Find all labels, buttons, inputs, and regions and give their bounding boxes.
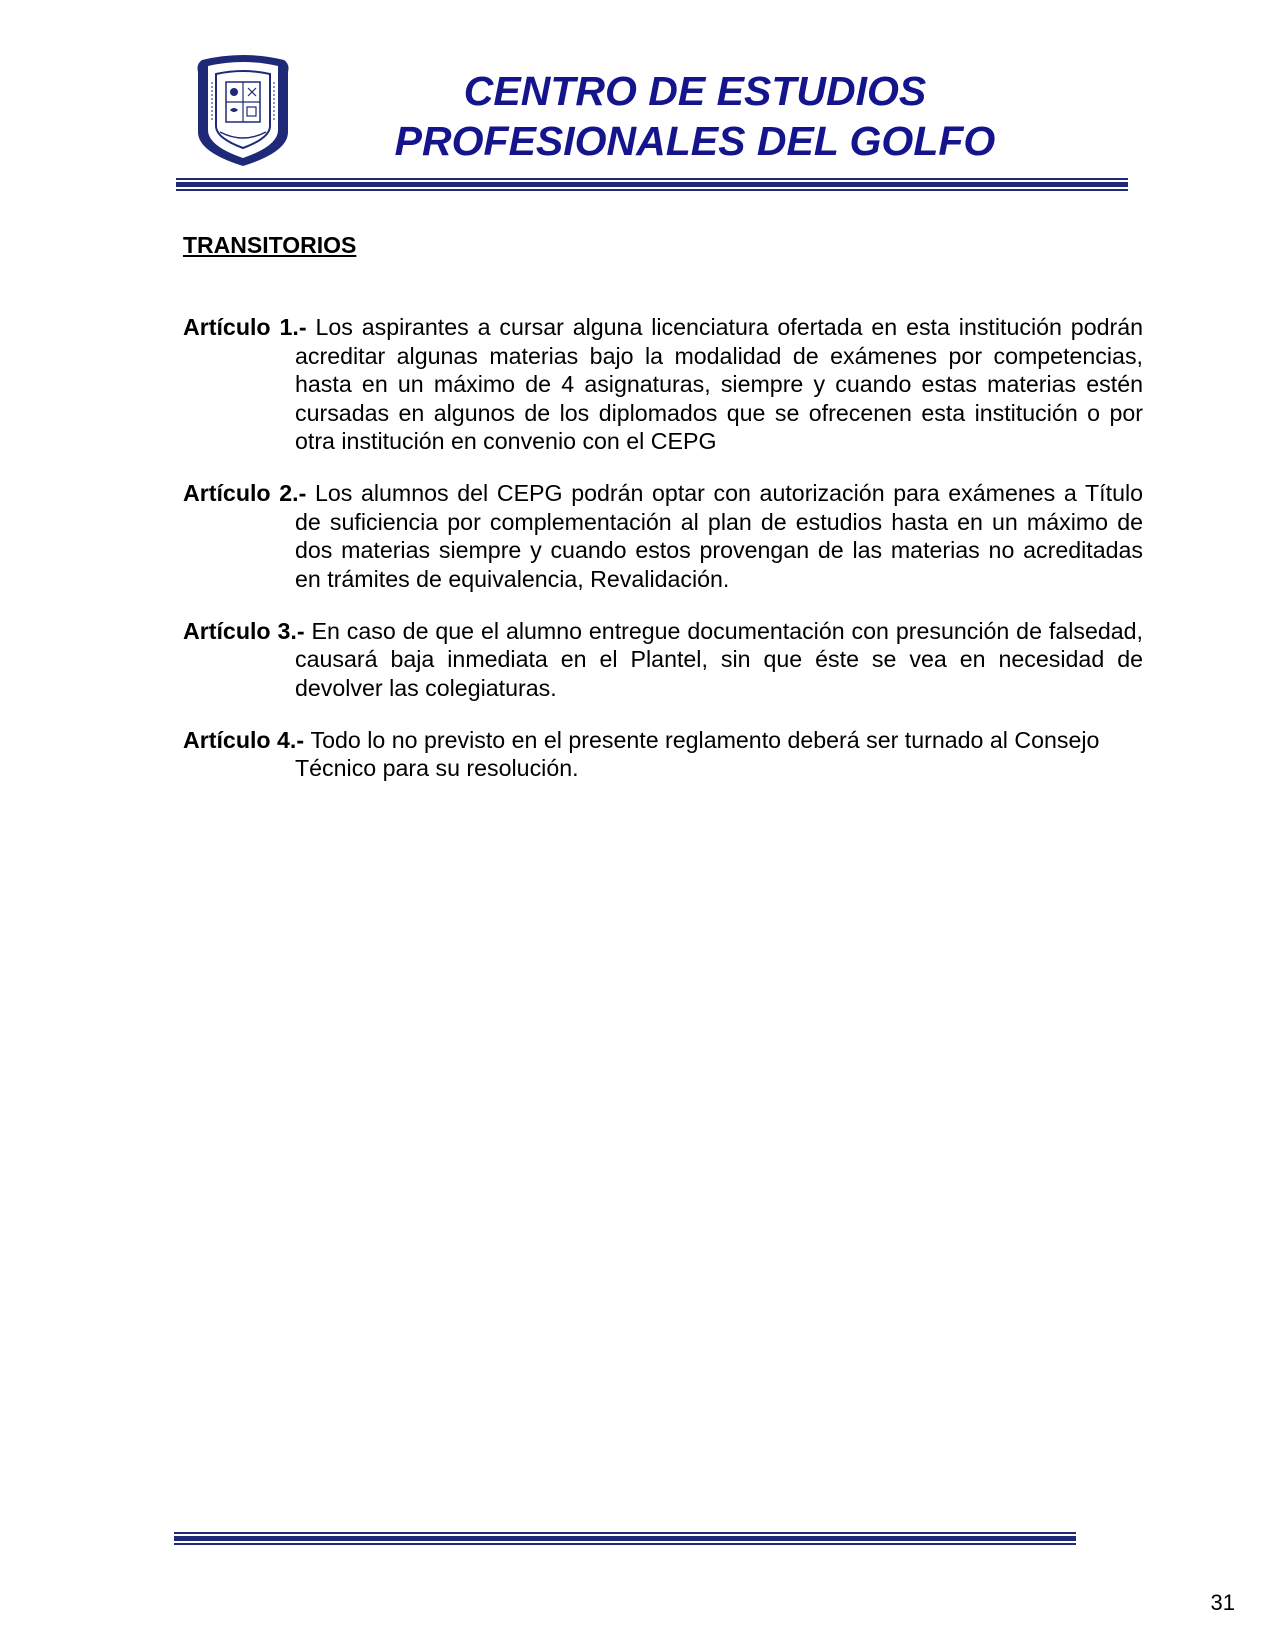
page-number: 31 [1210,1590,1235,1615]
articles-list [183,313,1143,795]
article-text: Todo lo no previsto en el presente reglamento deberá ser turnado al Consejo Técnico para su resolución. [295,726,1100,782]
title-line-1: CENTRO DE ESTUDIOS [463,68,927,114]
article-text: Los alumnos del CEPG podrán optar con autorización para exámenes a Título de suficiencia por complementación al plan de estudios hasta en un máximo de dos materias siempre y cuando estos provengan de las materias no acreditadas en trámites de equivalencia, Revalidación. [295,480,1144,592]
footer-rule [174,1532,1076,1545]
article-3 [183,617,1143,703]
article-4 [183,726,1143,783]
article-text: En caso de que el alumno entregue documentación con presunción de falsedad, causará baja inmediata en el Plantel, sin que éste se vea en necesidad de devolver las colegiaturas. [295,617,1143,701]
header-rule [176,178,1128,191]
article-label: Artículo 2.- [183,480,315,507]
institution-title [330,66,1060,166]
article-text: Los aspirantes a cursar alguna licenciatura ofertada en esta institución podrán acreditar algunas materias bajo la modalidad de exámenes por competencias, hasta en un máximo de 4 asignaturas, siempre y cuando estas materias estén cursadas en algunos de los diplomados que se ofrecenen esta institución o por otra institución en convenio con el CEPG [295,314,1143,455]
article-1 [183,313,1143,456]
article-label: Artículo 4.- [183,726,311,753]
institution-seal-icon [192,52,294,168]
article-label: Artículo 3.- [183,617,312,644]
title-line-2: PROFESIONALES DEL GOLFO [394,118,996,164]
article-2 [183,479,1143,593]
section-heading: TRANSITORIOS [183,232,357,258]
article-label: Artículo 1.- [183,314,316,340]
